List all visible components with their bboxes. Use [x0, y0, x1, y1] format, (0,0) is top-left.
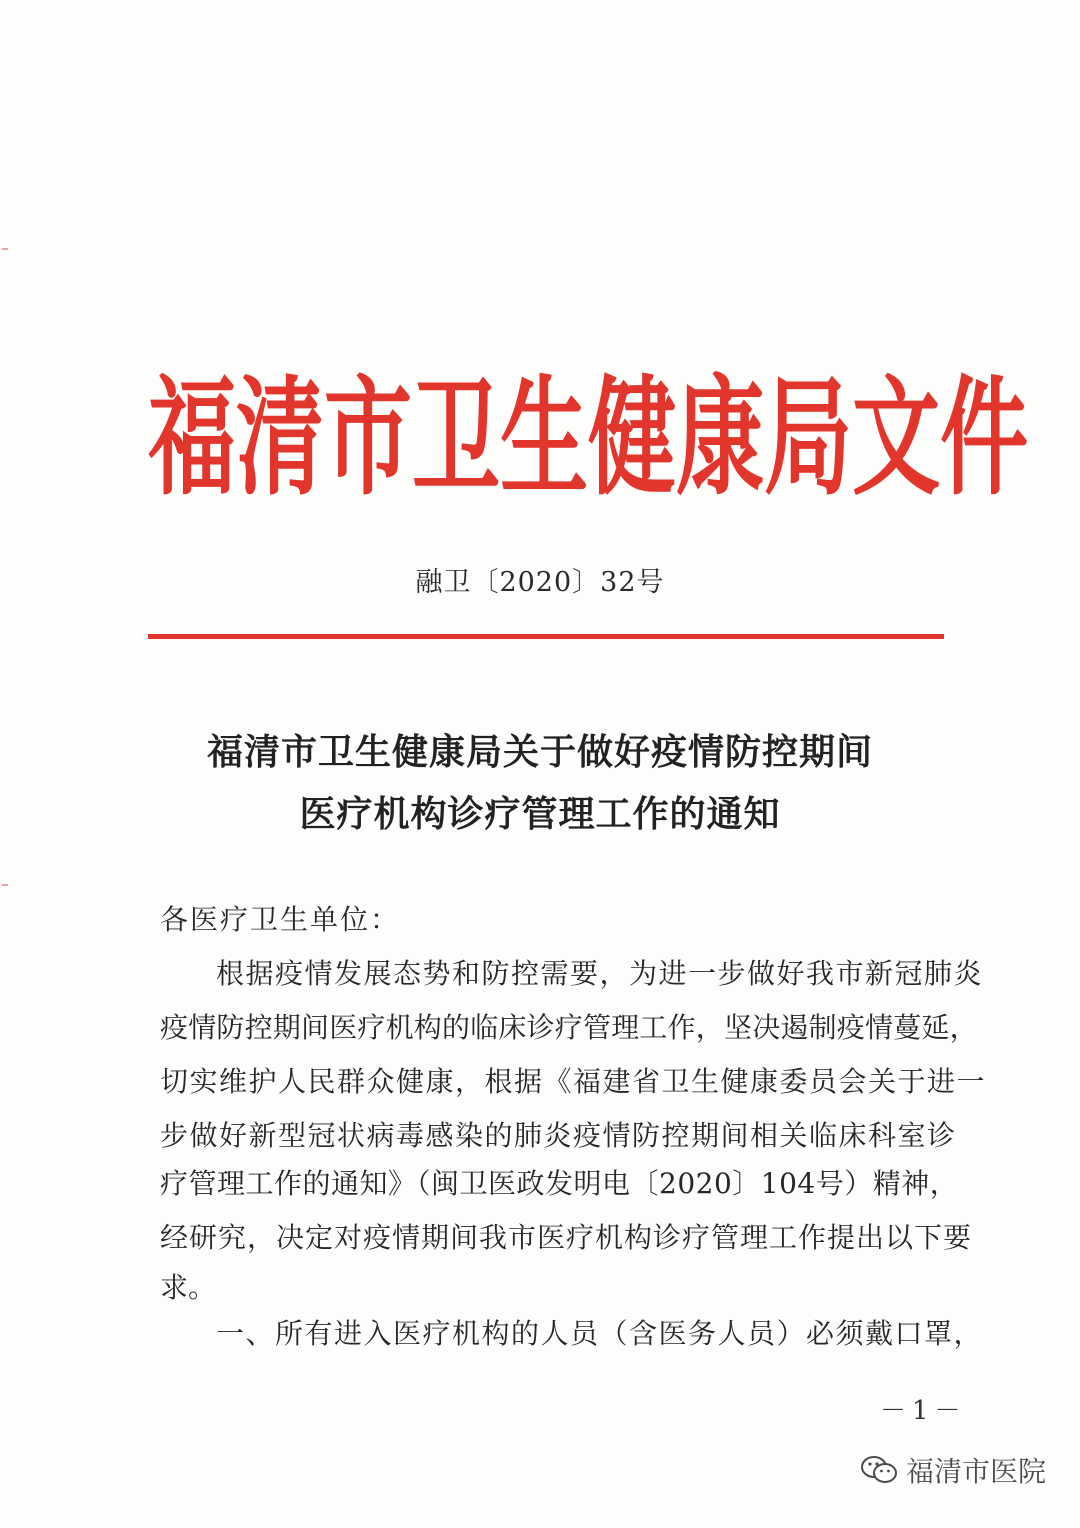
watermark-text: 福清市医院 [906, 1455, 1047, 1488]
masthead [148, 361, 1029, 513]
masthead-char: 文 [852, 361, 941, 513]
salutation: 各医疗卫生单位： [160, 903, 401, 936]
masthead-char: 康 [676, 361, 765, 513]
body-line: 疗管理工作的通知》（闽卫医政发明电〔2020〕104号）精神， [160, 1167, 959, 1200]
masthead-char: 局 [764, 361, 853, 513]
masthead-char: 卫 [412, 361, 501, 513]
notice-title-line-2: 医疗机构诊疗管理工作的通知 [299, 794, 781, 835]
scan-edge-mark [2, 884, 8, 886]
wechat-watermark [860, 1450, 1046, 1490]
notice-title-line-1: 福清市卫生健康局关于做好疫情防控期间 [206, 732, 873, 773]
body-line: 求。 [160, 1271, 217, 1304]
masthead-char: 生 [500, 361, 589, 513]
body-line: 切实维护人民群众健康，根据《福建省卫生健康委员会关于进一 [160, 1065, 987, 1098]
masthead-char: 市 [324, 361, 413, 513]
body-line: 经研究，决定对疫情期间我市医疗机构诊疗管理工作提出以下要 [160, 1221, 973, 1254]
page-number: －1－ [880, 1396, 967, 1426]
wechat-icon [860, 1454, 898, 1486]
red-divider-line [148, 634, 944, 639]
document-number: 融卫〔2020〕32号 [415, 567, 665, 598]
masthead-char: 福 [148, 361, 237, 513]
body-line: 步做好新型冠状病毒感染的肺炎疫情防控期间相关临床科室诊 [160, 1119, 957, 1152]
body-line: 疫情防控期间医疗机构的临床诊疗管理工作，坚决遏制疫情蔓延， [160, 1011, 978, 1044]
masthead-char: 件 [940, 361, 1029, 513]
body-line: 一、所有进入医疗机构的人员（含医务人员）必须戴口罩， [216, 1317, 984, 1350]
scan-edge-mark [2, 248, 8, 250]
body-line: 根据疫情发展态势和防控需要，为进一步做好我市新冠肺炎 [216, 957, 984, 990]
masthead-char: 健 [588, 361, 677, 513]
masthead-char: 清 [236, 361, 325, 513]
